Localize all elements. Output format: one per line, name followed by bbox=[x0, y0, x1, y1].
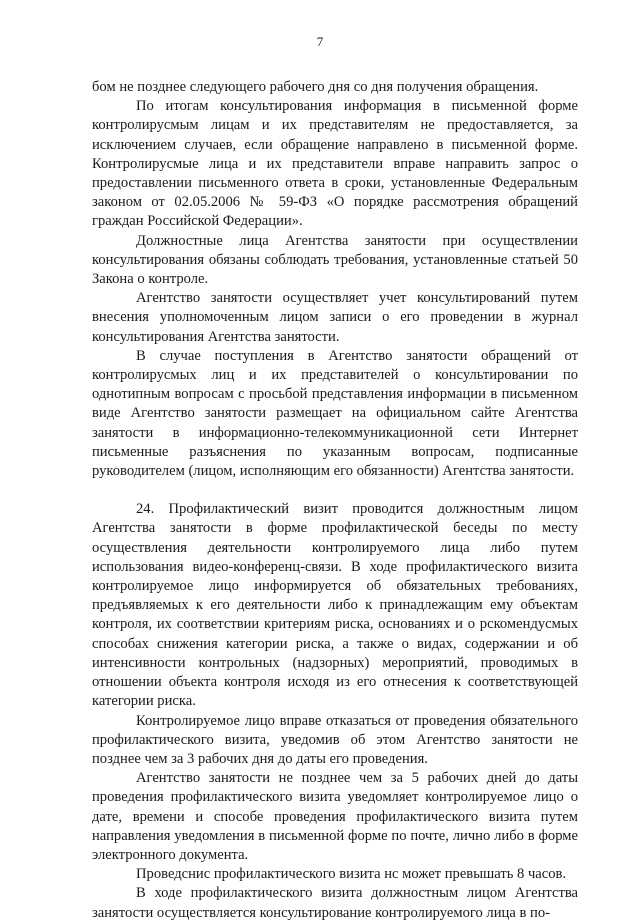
paragraph-refuse-visit: Контролируемое лицо вправе отказаться от проведения обязательного профилактического визита, уведомив об этом Агентство занятости не позднее чем за 3 рабочих дня до даты его проведения. bbox=[92, 712, 578, 767]
paragraph-officials-requirements: Должностные лица Агентства занятости при осуществлении консультирования обязаны соблюдать требования, установленные статьей 50 Закона о контроле. bbox=[92, 232, 578, 288]
paragraph-similar-questions: В случае поступления в Агентство занятости обращений от контролирусмых лиц и их представителей о консультировании по однотипным вопросам с просьбой представления информации в письменном виде Агентство занятости размещает на официальном сайте Агентства занятости в информационно-телекоммуникационной сети Интернет письменные разъяснения по указанным вопросам, подписанные руководителем (лицом, исполняющим его обязанности) Агентства занятости. bbox=[92, 347, 578, 480]
paragraph-clause-24: 24. Профилактический визит проводится должностным лицом Агентства занятости в форме профилактической беседы по месту осуществления деятельности контролируемого лица либо путем использования видео-конференц-связи. В ходе профилактического визита контролируемое лицо информируется об обязательных требованиях, предъявляемых к его деятельности либо к принадлежащим ему объектам контроля, их соответствии критериям риска, основаниях и о рскомендусмых способах снижения категории риска, а также о видах, содержании и об интенсивности контрольных (надзорных) мероприятий, проводимых в отношении объекта контроля исходя из его отнесения к соответствующей категории риска. bbox=[92, 501, 578, 710]
document-body bbox=[92, 78, 578, 923]
paragraph-continuation: бом не позднее следующего рабочего дня со дня получения обращения. bbox=[92, 79, 539, 95]
paragraph-consultation-written-form: По итогам консультирования информация в письменной форме контролирусмым лицам и их представителям не предоставляется, за исключением случаев, если обращение направлено в письменной форме. Контролирусмые лица и их представители вправе направить запрос о предоставлении письменного ответа в сроки, установленные Федеральным законом от 02.05.2006 № 59-ФЗ «О порядке рассмотрения обращений граждан Российской Федерации». bbox=[92, 98, 578, 230]
paragraph-visit-duration: Проведснис профилактического визита нс может превышать 8 часов. bbox=[136, 866, 567, 883]
paragraph-consultation-journal: Агентство занятости осуществляет учет консультирований путем внесения уполномоченным лицом записи о его проведении в журнал консультирования Агентства занятости. bbox=[92, 290, 578, 345]
page-number: 7 bbox=[316, 34, 324, 49]
paragraph-visit-notice: Агентство занятости не позднее чем за 5 рабочих дней до даты проведения профилактического визита уведомляет контролируемое лицо о дате, времени и способе проведения профилактического визита путем направления уведомления в письменной форме по почте, лично либо в форме электронного документа. bbox=[92, 770, 578, 863]
section-divider bbox=[92, 481, 578, 500]
paragraph-visit-consultation: В ходе профилактического визита должностным лицом Агентства занятости осуществляется консультирование контролируемого лица в по- bbox=[92, 885, 578, 921]
